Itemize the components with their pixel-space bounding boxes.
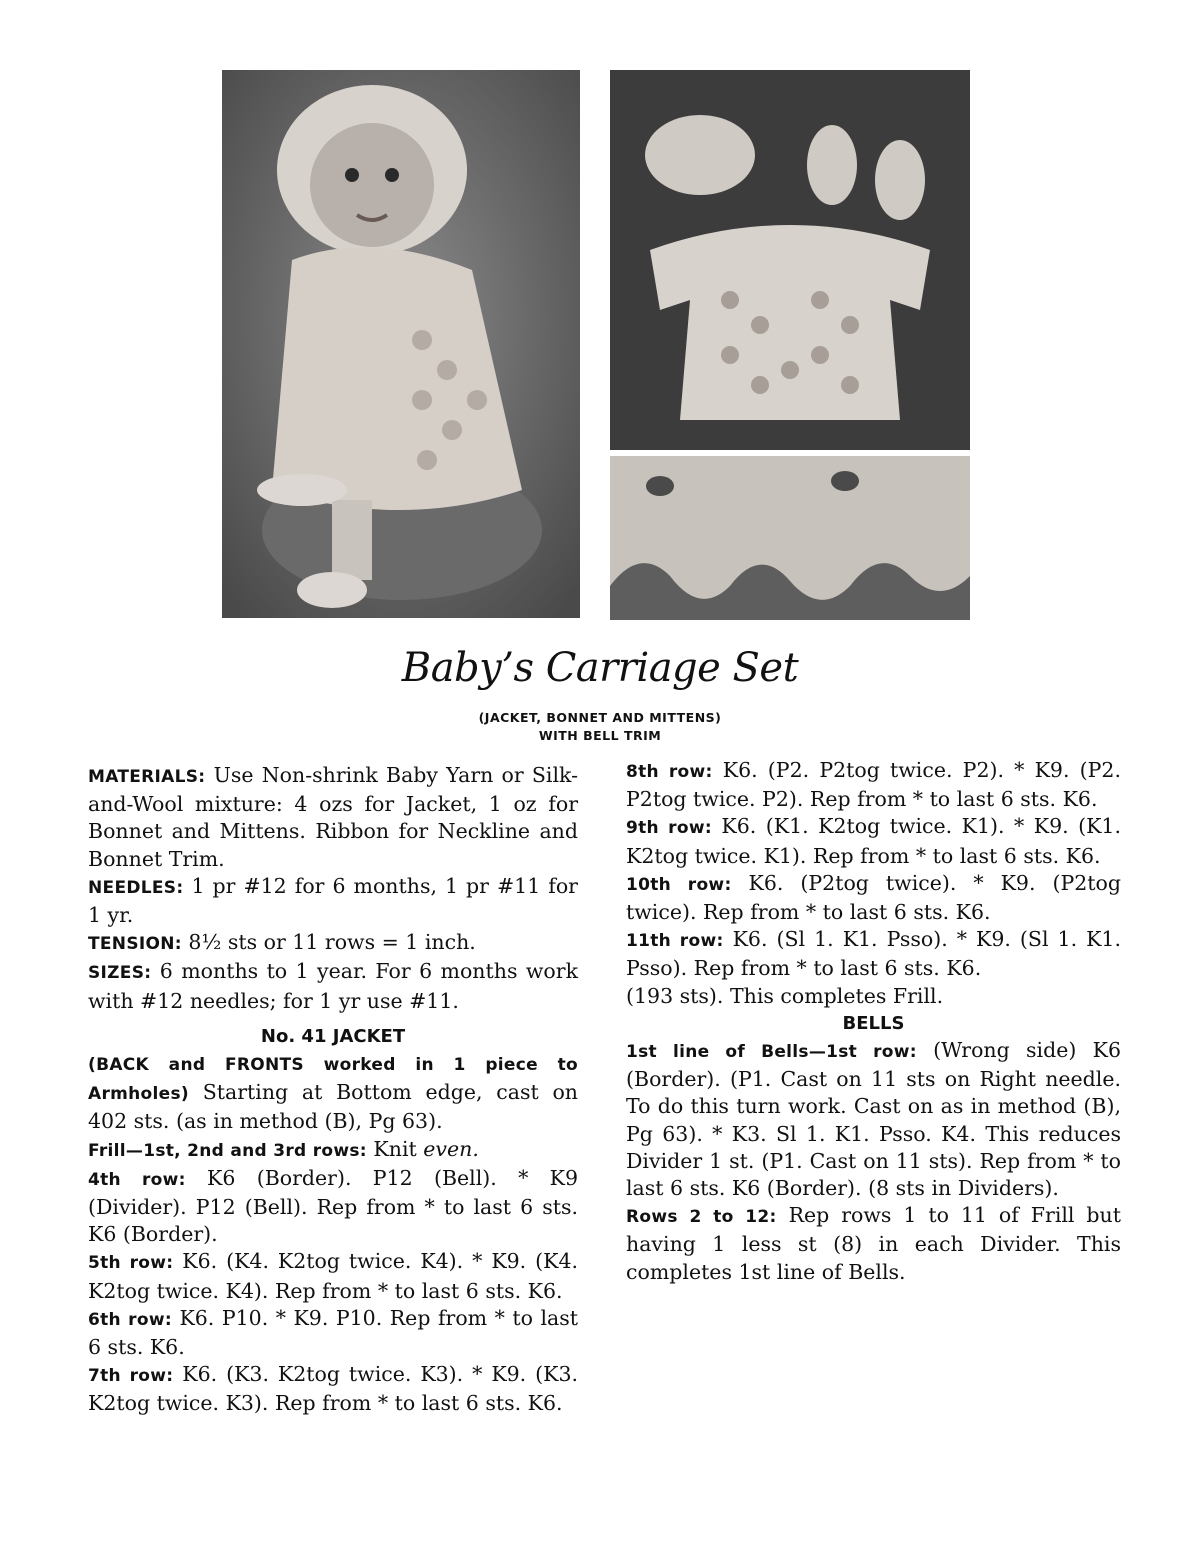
row10-label: 10th row: [626,874,732,895]
rows-2-12-paragraph [626,1202,1121,1286]
bells-line1-label: 1st line of Bells—1st row: [626,1042,917,1063]
page-title: Baby’s Carriage Set [401,645,799,691]
tension-label: TENSION: [88,934,182,955]
tension-paragraph [88,929,578,958]
bell-trim-detail-photo [610,456,970,620]
row4-label: 4th row: [88,1169,186,1190]
row10-text: K6. (P2tog twice). * K9. (P2tog twice). Rep from * to last 6 sts. K6. [626,870,1121,925]
needles-paragraph [88,873,578,929]
sizes-text: 6 months to 1 year. For 6 months work with #12 needles; for 1 yr use #11. [88,959,578,1013]
materials-text: Use Non-shrink Baby Yarn or Silk-and-Wool mixture: 4 ozs for Jacket, 1 oz for Bonnet and Mittens. Ribbon for Neckline and Bonnet Trim. [88,763,578,871]
row7-label: 7th row: [88,1366,174,1387]
frill-complete-text: (193 sts). This completes Frill. [626,983,944,1008]
row9-text: K6. (K1. K2tog twice. K1). * K9. (K1. K2tog twice. K1). Rep from * to last 6 sts. K6. [626,814,1121,868]
row6-text: K6. P10. * K9. P10. Rep from * to last 6 sts. K6. [88,1305,578,1360]
sizes-paragraph [88,958,578,1014]
jacket-heading: No. 41 JACKET [260,1025,406,1047]
frill-paragraph [88,1136,578,1165]
row5-paragraph [88,1248,578,1304]
row6-paragraph [88,1305,578,1361]
materials-label: MATERIALS: [88,767,206,787]
row10-paragraph [626,870,1121,926]
bells-line1-text: (Wrong side) K6 (Border). (P1. Cast on 11 sts on Right needle. To do this turn work. Cast on as in method (B), Pg 63). * K3. Sl 1. K1. Psso. K4. This reduces Divider 1 st. (P1. Cast on 11 sts). Rep from * to last 6 sts. K6 (Border). (8 sts in Dividers). [626,1038,1121,1201]
bells-heading: BELLS [842,1012,905,1034]
row8-text: K6. (P2. P2tog twice. P2). * K9. (P2. P2tog twice. P2). Rep from * to last 6 sts. K6. [626,758,1121,812]
frill-text: Knit [366,1136,424,1161]
row8-paragraph [626,757,1121,813]
subtitle-items: (JACKET, BONNET AND MITTENS) [478,710,722,725]
row8-label: 8th row: [626,762,713,782]
row9-label: 9th row: [626,818,712,839]
garment-set-photo [610,70,970,450]
row4-text: K6 (Border). P12 (Bell). * K9 (Divider). P12 (Bell). Rep from * to last 6 sts. K6 (Border). [88,1165,578,1247]
back-fronts-text: Starting at Bottom edge, cast on 402 sts. (as in method (B), Pg 63). [88,1080,578,1134]
left-column [88,762,578,1418]
row4-paragraph [88,1165,578,1249]
right-column [626,757,1121,1286]
row5-text: K6. (K4. K2tog twice. K4). * K9. (K4. K2tog twice. K4). Rep from * to last 6 sts. K6. [88,1249,578,1303]
back-fronts-label: (BACK and FRONTS worked in 1 piece to Armholes) [88,1055,578,1105]
bells-line1-paragraph [626,1037,1121,1202]
needles-text: 1 pr #12 for 6 months, 1 pr #11 for 1 yr. [88,873,578,928]
sizes-label: SIZES: [88,963,152,984]
materials-paragraph [88,762,578,873]
rows-2-12-label: Rows 2 to 12: [626,1207,777,1228]
row7-paragraph [88,1361,578,1417]
row11-text: K6. (Sl 1. K1. Psso). * K9. (Sl 1. K1. Psso). Rep from * to last 6 sts. K6. [626,927,1121,981]
frill-label: Frill—1st, 2nd and 3rd rows: [88,1140,367,1161]
row11-label: 11th row: [626,931,724,952]
subtitle-trim: WITH BELL TRIM [538,728,662,743]
rows-2-12-text: Rep rows 1 to 11 of Frill but having 1 less st (8) in each Divider. This completes 1st line of Bells. [626,1203,1121,1284]
baby-photo [222,70,580,618]
needles-label: NEEDLES: [88,877,184,898]
row7-text: K6. (K3. K2tog twice. K3). * K9. (K3. K2tog twice. K3). Rep from * to last 6 sts. K6. [88,1362,578,1416]
row11-paragraph [626,926,1121,982]
row9-paragraph [626,813,1121,869]
frill-even-text: even. [423,1136,479,1161]
back-fronts-paragraph [88,1050,578,1136]
row6-label: 6th row: [88,1309,172,1330]
tension-text: 8½ sts or 11 rows = 1 inch. [181,930,476,955]
row5-label: 5th row: [88,1253,174,1274]
